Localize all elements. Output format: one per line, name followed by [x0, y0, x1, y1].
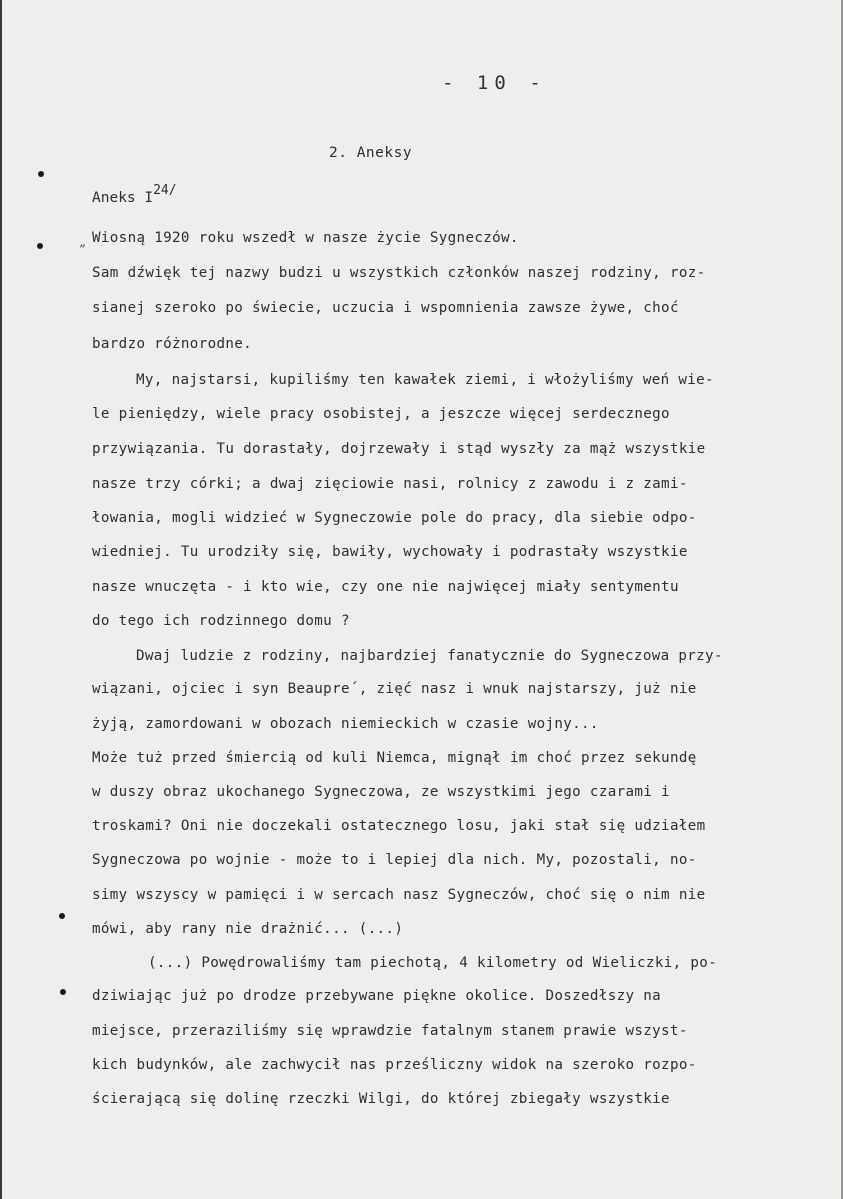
- text-line: miejsce, przeraziliśmy się wprawdzie fatalnym stanem prawie wszyst-: [92, 1023, 688, 1039]
- page-number: - 10 -: [442, 72, 547, 94]
- text-line: do tego ich rodzinnego domu ?: [92, 613, 350, 629]
- text-line: Sygneczowa po wojnie - może to i lepiej dla nich. My, pozostali, no-: [92, 852, 697, 868]
- annex-label: Aneks I: [92, 189, 154, 206]
- text-line: troskami? Oni nie doczekali ostatecznego losu, jaki stał się udziałem: [92, 818, 706, 834]
- text-line: nasze wnuczęta - i kto wie, czy one nie najwięcej miały sentymentu: [92, 579, 679, 595]
- margin-dot: [60, 989, 66, 995]
- annex-heading: [92, 185, 177, 206]
- text-line: przywiązania. Tu dorastały, dojrzewały i stąd wyszły za mąż wszystkie: [92, 441, 706, 457]
- text-line: kich budynków, ale zachwycił nas prześliczny widok na szeroko rozpo-: [92, 1057, 697, 1073]
- text-line: simy wszyscy w pamięci i w sercach nasz Sygneczów, choć się o nim nie: [92, 887, 706, 903]
- text-line: My, najstarsi, kupiliśmy ten kawałek ziemi, i włożyliśmy weń wie-: [136, 372, 714, 388]
- text-line: Dwaj ludzie z rodziny, najbardziej fanatycznie do Sygneczowa przy-: [136, 648, 723, 664]
- text-line: łowania, mogli widzieć w Sygneczowie pole do pracy, dla siebie odpo-: [92, 510, 697, 526]
- text-line: nasze trzy córki; a dwaj zięciowie nasi, rolnicy z zawodu i z zami-: [92, 476, 688, 492]
- text-line: w duszy obraz ukochanego Sygneczowa, ze wszystkimi jego czarami i: [92, 784, 670, 800]
- margin-dot: [59, 913, 65, 919]
- text-line: (...) Powędrowaliśmy tam piechotą, 4 kilometry od Wieliczki, po-: [148, 955, 718, 971]
- margin-dot: [37, 243, 43, 249]
- text-line: wiedniej. Tu urodziły się, bawiły, wychowały i podrastały wszystkie: [92, 544, 688, 560]
- text-line: mówi, aby rany nie drażnić... (...): [92, 921, 404, 937]
- text-line: le pieniędzy, wiele pracy osobistej, a jeszcze więcej serdecznego: [92, 406, 670, 422]
- annex-footnote-ref: 24/: [153, 183, 177, 198]
- text-line: bardzo różnorodne.: [92, 336, 253, 352]
- text-line: dziwiając już po drodze przebywane piękne okolice. Doszedłszy na: [92, 988, 662, 1004]
- opening-quote-mark: „: [80, 236, 87, 249]
- text-line: żyją, zamordowani w obozach niemieckich w czasie wojny...: [92, 716, 599, 732]
- margin-dot: [38, 171, 44, 177]
- text-line: sianej szeroko po świecie, uczucia i wspomnienia zawsze żywe, choć: [92, 300, 679, 316]
- text-line: ścierającą się dolinę rzeczki Wilgi, do której zbiegały wszystkie: [92, 1091, 670, 1107]
- text-line: Wiosną 1920 roku wszedł w nasze życie Sygneczów.: [92, 230, 519, 246]
- text-line: Może tuż przed śmiercią od kuli Niemca, mignął im choć przez sekundę: [92, 750, 697, 766]
- text-line: wiązani, ojciec i syn Beaupre´, zięć nasz i wnuk najstarszy, już nie: [92, 681, 697, 697]
- section-title: 2. Aneksy: [329, 145, 413, 161]
- text-line: Sam dźwięk tej nazwy budzi u wszystkich członków naszej rodziny, roz-: [92, 265, 706, 281]
